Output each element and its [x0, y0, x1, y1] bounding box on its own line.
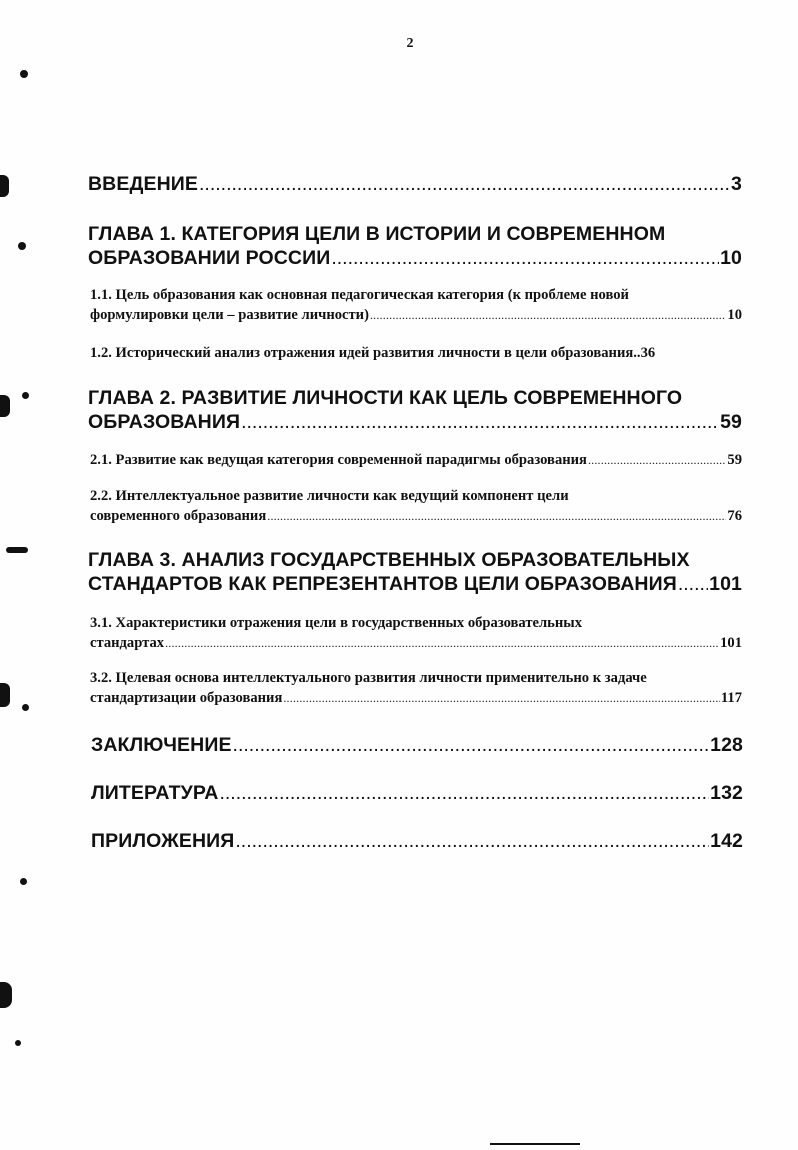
toc-entry-title: 1.2. Исторический анализ отражения идей развития личности в цели образования	[90, 345, 634, 361]
scan-artifact	[6, 547, 28, 553]
toc-entry-section-3-1[interactable]	[90, 613, 742, 653]
toc-entry-chapter-3[interactable]	[88, 548, 742, 596]
toc-entry-page: 142	[710, 830, 743, 852]
scan-artifact	[0, 982, 12, 1008]
toc-entry-page: 59	[727, 452, 742, 468]
page-number: 2	[406, 36, 414, 51]
toc-entry-page: ..36	[633, 345, 656, 361]
scan-artifact	[22, 704, 29, 711]
toc-entry-title: ЛИТЕРАТУРА	[91, 782, 219, 804]
toc-entry-page: 76	[727, 508, 742, 524]
toc-entry-page: 3	[731, 173, 742, 195]
toc-entry-title-line-1: ГЛАВА 1. КАТЕГОРИЯ ЦЕЛИ В ИСТОРИИ И СОВРЕМЕННОМ	[88, 223, 666, 245]
scan-artifact	[15, 1040, 21, 1046]
toc-entry-section-3-2[interactable]	[90, 668, 742, 708]
dot-leader	[370, 305, 726, 325]
toc-entry-title-line-2: стандартизации образования	[90, 690, 283, 706]
scan-artifact	[20, 878, 27, 885]
toc-entry-title-line-2: СТАНДАРТОВ КАК РЕПРЕЗЕНТАНТОВ ЦЕЛИ ОБРАЗОВАНИЯ	[88, 573, 677, 595]
toc-entry-section-1-2[interactable]	[90, 343, 742, 363]
dot-leader	[331, 246, 719, 270]
toc-entry-title-line-1: 3.1. Характеристики отражения цели в государственных образовательных	[90, 615, 582, 631]
toc-entry-conclusion[interactable]	[91, 733, 743, 757]
dot-leader	[678, 572, 708, 596]
scan-artifact	[0, 175, 9, 197]
toc-entry-page: 128	[710, 734, 743, 756]
toc-entry-title-line-2: стандартах	[90, 635, 165, 651]
toc-entry-section-2-1[interactable]	[90, 450, 742, 470]
toc-entry-introduction[interactable]	[88, 172, 742, 196]
toc-entry-title-line-1: ГЛАВА 2. РАЗВИТИЕ ЛИЧНОСТИ КАК ЦЕЛЬ СОВРЕМЕННОГО	[88, 387, 683, 409]
dot-leader	[199, 172, 730, 196]
toc-entry-page: 10	[720, 247, 742, 269]
toc-entry-title-line-2: формулировки цели – развитие личности)	[90, 307, 369, 323]
toc-entry-title-line-1: ГЛАВА 3. АНАЛИЗ ГОСУДАРСТВЕННЫХ ОБРАЗОВАТЕЛЬНЫХ	[88, 549, 690, 571]
dot-leader	[241, 410, 719, 434]
toc-entry-section-1-1[interactable]	[90, 285, 742, 325]
dot-leader	[233, 733, 710, 757]
scan-artifact	[0, 683, 10, 707]
scan-artifact	[20, 70, 28, 78]
toc-entry-appendix[interactable]	[91, 829, 743, 853]
dot-leader	[283, 688, 720, 708]
dot-leader	[219, 781, 709, 805]
toc-entry-title-line-1: 1.1. Цель образования как основная педагогическая категория (к проблеме новой	[90, 287, 629, 303]
toc-entry-title: ВВЕДЕНИЕ	[88, 173, 198, 195]
toc-entry-title: ПРИЛОЖЕНИЯ	[91, 830, 235, 852]
scan-artifact	[22, 392, 29, 399]
toc-entry-title: 2.1. Развитие как ведущая категория современной парадигмы образования	[90, 452, 587, 468]
toc-entry-title-line-1: 2.2. Интеллектуальное развитие личности как ведущий компонент цели	[90, 488, 569, 504]
dot-leader	[267, 506, 726, 526]
toc-entry-chapter-1[interactable]	[88, 222, 742, 270]
toc-entry-section-2-2[interactable]	[90, 486, 742, 526]
toc-entry-title-line-1: 3.2. Целевая основа интеллектуального развития личности применительно к задаче	[90, 670, 647, 686]
toc-entry-title-line-2: современного образования	[90, 508, 267, 524]
toc-entry-title-line-2: ОБРАЗОВАНИЯ	[88, 411, 241, 433]
dot-leader	[165, 633, 719, 653]
toc-entry-title-line-2: ОБРАЗОВАНИИ РОССИИ	[88, 247, 331, 269]
scan-artifact	[490, 1143, 580, 1145]
scan-artifact	[18, 242, 26, 250]
toc-entry-page: 101	[720, 635, 742, 651]
toc-entry-chapter-2[interactable]	[88, 386, 742, 434]
toc-entry-page: 117	[720, 690, 742, 706]
scan-artifact	[0, 395, 10, 417]
toc-entry-page: 59	[720, 411, 742, 433]
toc-entry-title: ЗАКЛЮЧЕНИЕ	[91, 734, 232, 756]
toc-entry-page: 10	[727, 307, 742, 323]
dot-leader	[235, 829, 709, 853]
toc-entry-page: 101	[709, 573, 742, 595]
toc-entry-literature[interactable]	[91, 781, 743, 805]
toc-entry-page: 132	[710, 782, 743, 804]
dot-leader	[588, 450, 726, 470]
